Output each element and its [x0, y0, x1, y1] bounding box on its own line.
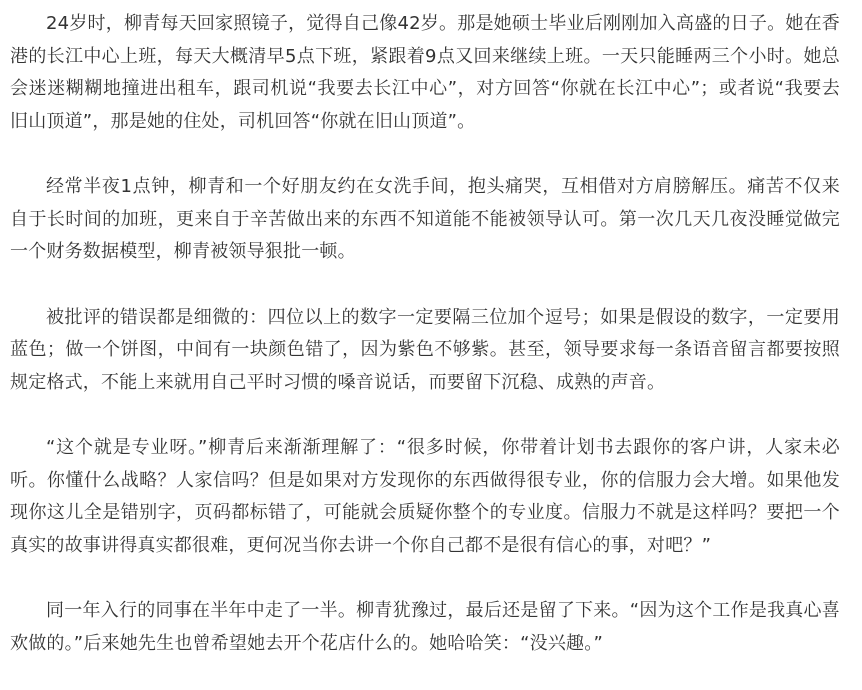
- article-paragraph-4: “这个就是专业呀。”柳青后来渐渐理解了：“很多时候，你带着计划书去跟你的客户讲，人家未必听。你懂什么战略？人家信吗？但是如果对方发现你的东西做得很专业，你的信服力会大增。如果他发现你这儿全是错别字，页码都标错了，可能就会质疑你整个的专业度。信服力不就是这样吗？要把一个真实的故事讲得真实都很难，更何况当你去讲一个你自己都不是很有信心的事，对吧？”: [10, 437, 840, 556]
- article-body: [10, 8, 840, 660]
- article-paragraph-2: 经常半夜1点钟，柳青和一个好朋友约在女洗手间，抱头痛哭，互相借对方肩膀解压。痛苦不仅来自于长时间的加班，更来自于辛苦做出来的东西不知道能不能被领导认可。第一次几天几夜没睡觉做完一个财务数据模型，柳青被领导狠批一顿。: [10, 176, 840, 262]
- article-paragraph-3: 被批评的错误都是细微的：四位以上的数字一定要隔三位加个逗号；如果是假设的数字，一定要用蓝色；做一个饼图，中间有一块颜色错了，因为紫色不够紫。甚至，领导要求每一条语音留言都要按照规定格式，不能上来就用自己平时习惯的嗓音说话，而要留下沉稳、成熟的声音。: [10, 306, 840, 393]
- article-paragraph-1: 24岁时，柳青每天回家照镜子，觉得自己像42岁。那是她硕士毕业后刚刚加入高盛的日子。她在香港的长江中心上班，每天大概清早5点下班，紧跟着9点又回来继续上班。一天只能睡两三个小时。她总会迷迷糊糊地撞进出租车，跟司机说“我要去长江中心”，对方回答“你就在长江中心”；或者说“我要去旧山顶道”，那是她的住处，司机回答“你就在旧山顶道”。: [10, 13, 840, 132]
- article-paragraph-5: 同一年入行的同事在半年中走了一半。柳青犹豫过，最后还是留了下来。“因为这个工作是我真心喜欢做的。”后来她先生也曾希望她去开个花店什么的。她哈哈笑：“没兴趣。”: [10, 600, 840, 654]
